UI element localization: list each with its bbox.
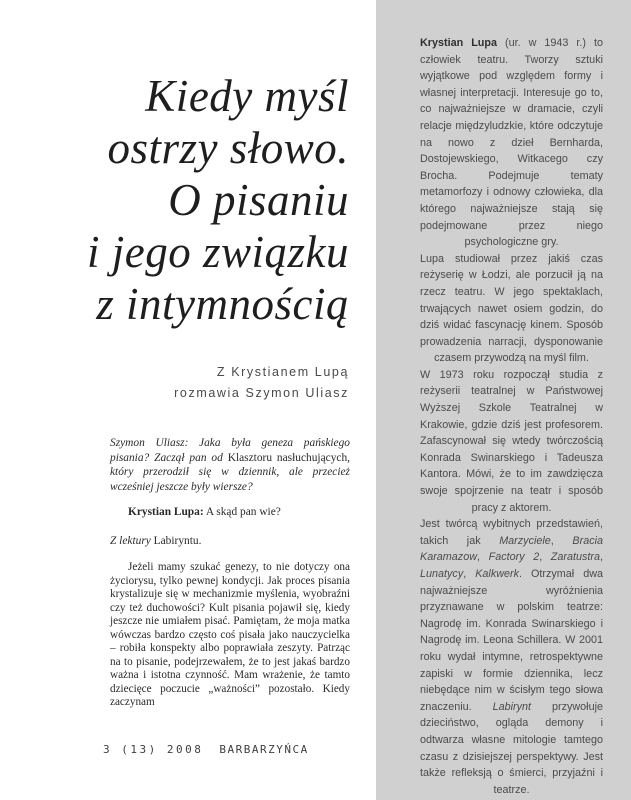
byline-line-2: rozmawia Szymon Uliasz [174, 386, 349, 400]
text-segment: , który przerodził się w dziennik, ale przecież wcześniej jeszcze były wiersze? [110, 451, 350, 494]
byline [40, 362, 349, 404]
text-segment: , [550, 534, 573, 547]
text-segment: . Otrzymał dwa najważniejsze wyróżnienia przyznawane w polskim teatrze: Nagrodę im. Konrada Swinarskiego i Nagrodę im. Leona Schillera. W 2001 roku wydał intymne, retrospektywne zapiski w formie dziennika, lecz niebędące nim w ścisłym tego słowa znaczeniu. [420, 568, 604, 713]
article-title [40, 70, 349, 330]
interview-main-paragraph: Jeżeli mamy szukać genezy, to nie dotyczy ona życiorysu, tylko pewnej kondycji. Jak proces pisania krystalizuje się w mechanizmie myślenia, wyobraźni czy też duchowości? Kult pisania pojawił się, kiedy jeszcze nie umiałem pisać. Pamiętam, że moja matka wówczas bardzo często coś pisała jako nauczycielka – robiła konspekty albo poprawiała zeszyty. Patrząc na to pisanie, podejrzewałem, że to jest jakaś bardzo ważna i istotna czynność. Mam wrażenie, że tamto dziecięce poczucie „ważności” pozostało. Kiedy zaczynam [110, 561, 350, 708]
title-line-4: i jego związku [87, 227, 349, 277]
bio-text [420, 35, 603, 798]
text-segment: Labirynt [492, 700, 532, 713]
title-line-3: O pisaniu [168, 175, 349, 225]
text-segment: Krystian Lupa: [128, 506, 204, 518]
issue-number: 3 (13) 2008 [103, 743, 204, 756]
interview-reply [110, 534, 350, 549]
text-segment: Factory 2 [488, 551, 540, 564]
bio-paragraph-3: W 1973 roku rozpoczął studia z reżyserii teatralnej w Państwowej Wyższej Szkole Teatralnej w Krakowie, gdzie dziś jest profesorem. Zafascynował się wtedy twórczością Konrada Swinarskiego i Tadeusza Kantora. Mówi, że to im zawdzięcza swoje spojrzenie na teatr i sposób pracy z aktorem. [420, 368, 603, 514]
bio-paragraph-1 [420, 35, 603, 251]
title-line-2: ostrzy słowo. [107, 123, 349, 173]
text-segment: Labiryntu. [153, 535, 202, 547]
text-segment: Z lektury [110, 535, 154, 547]
page-footer [103, 743, 309, 756]
text-segment: Zaratustra [550, 551, 600, 564]
interview-question [110, 436, 350, 495]
title-line-5: z intymnością [96, 279, 349, 329]
text-segment: przywołuje dzieciństwo, ogląda demony i odtwarza własne mitologie tamtego czasu z dzisiejszej perspektywy. Jest także refleksją o śmierci, przyjaźni i teatrze. [420, 700, 603, 796]
title-line-1: Kiedy myśl [145, 71, 349, 121]
bio-paragraph-4 [420, 516, 603, 798]
text-segment: , [539, 551, 551, 564]
text-segment: Marzyciele [499, 534, 551, 547]
byline-line-1: Z Krystianem Lupą [216, 365, 349, 379]
text-segment: Lunatycy [420, 568, 464, 580]
text-segment: (ur. w 1943 r.) to człowiek teatru. Tworzy sztuki wyjątkowe pod względem formy i własnej interpretacji. Interesuje go to, co najważniejsze w dramacie, czyli relacje międzyludzkie, które odczytuje na nowo z dzieł Bernharda, Dostojewskiego, Witkacego czy Brocha. Podejmuje tematy metamorfozy i odnowy człowieka, dla którego najważniejsze stają się podejmowane przez niego psychologiczne gry. [420, 37, 604, 249]
text-segment: , [600, 551, 603, 564]
text-segment: , [463, 568, 476, 580]
text-segment: Klasztoru nasłuchujących [227, 451, 348, 464]
bio-paragraph-2: Lupa studiował przez jakiś czas reżyserię w Łodzi, ale porzucił ją na rzecz teatru. W jego spektaklach, trwających nawet osiem godzin, do dziś widać fascynację kinem. Sposób prowadzenia narracji, dysponowanie czasem przywodzą na myśl film. [420, 252, 603, 365]
text-segment: Kalkwerk [475, 568, 520, 580]
text-segment: Jest twórcą wybitnych przedstawień, takich jak [420, 518, 603, 547]
text-segment: A skąd pan wie? [203, 506, 281, 518]
interview-answer [110, 505, 350, 520]
text-segment: Krystian Lupa [420, 37, 497, 49]
text-segment: , [477, 551, 489, 564]
magazine-name: BARBARZYŃCA [219, 743, 309, 756]
text-segment: Bracia Karamazow [420, 534, 603, 564]
text-segment: Szymon Uliasz: Jaka była geneza pańskiego pisania? Zaczął pan od [110, 437, 350, 464]
bio-panel [376, 0, 631, 800]
